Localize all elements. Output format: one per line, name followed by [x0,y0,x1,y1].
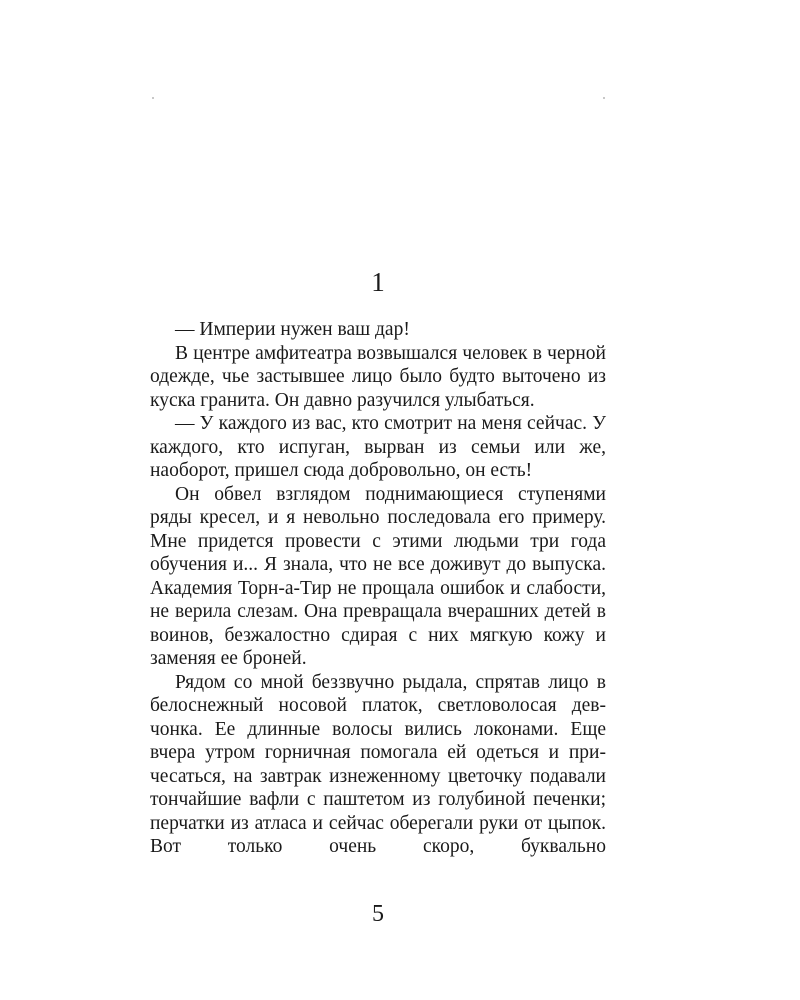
body-text [150,318,606,859]
crop-mark-left [152,97,154,99]
paragraph-2: В центре амфитеатра возвышался человек в черной одежде, чье застывшее лицо было будто выточено из куска гранита. Он давно разучился улыбаться. [150,342,606,411]
chapter-number: 1 [371,267,385,297]
paragraph-4: Он обвел взглядом поднимающиеся ступенями ряды кресел, и я невольно последовала его примеру. Мне придется провести с этими людьми три года обучения и... Я знала, что не все доживут до выпуска. Академия Торн-а-Тир не прощала ошибок и слабости, не верила слезам. Она превращала вчерашних детей в воинов, безжалостно сдирая с них мягкую кожу и заменяя ее броней. [150,483,606,669]
paragraph-3: — У каждого из вас, кто смотрит на меня сейчас. У каждого, кто испуган, вырван из семьи или же, наоборот, пришел сюда добровольно, он есть! [150,413,606,481]
page-number: 5 [372,901,384,927]
paragraph-5: Рядом со мной беззвучно рыдала, спрятав лицо в белоснежный носовой платок, светловолосая девчонка. Ее длинные волосы вились локонами. Еще вчера утром горничная помогала ей одеться и причесаться, на завтрак изнеженному цветочку подавали тончайшие вафли с паштетом из голубиной печенки; перчатки из атласа и сейчас оберегали руки от цыпок. Вот только очень скоро, буквально [150,671,606,857]
crop-mark-right [603,97,605,99]
paragraph-1: — Империи нужен ваш дар! [175,319,410,340]
